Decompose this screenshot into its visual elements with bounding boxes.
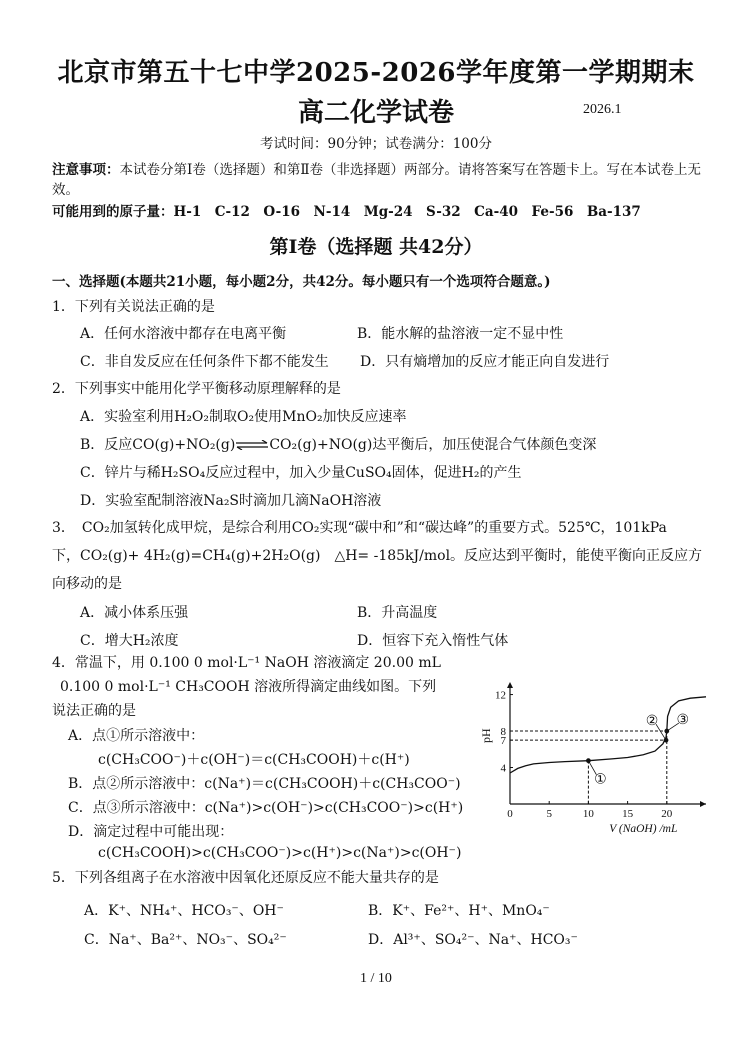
q1-option-a: A．任何水溶液中都存在电离平衡 (80, 326, 287, 342)
titration-curve-chart (476, 680, 716, 840)
y-axis-label: pH (479, 728, 493, 743)
q4-option-b: B．点②所示溶液中：c(Na⁺)＝c(CH₃COOH)＋c(CH₃COO⁻) (68, 776, 461, 792)
question-3-line1: 3． CO₂加氢转化成甲烷，是综合利用CO₂实现“碳中和”和“碳达峰”的重要方式。525℃，101kPa (52, 520, 667, 536)
notice (52, 160, 712, 200)
q4-option-a-formula: c(CH₃COO⁻)＋c(OH⁻)＝c(CH₃COOH)＋c(H⁺) (98, 752, 410, 768)
x-tick-label: 15 (622, 808, 634, 820)
data-point (664, 738, 669, 743)
exam-title: 北京市第五十七中学2025-2026学年度第一学期期末 (57, 58, 695, 88)
section-title: 第Ⅰ卷（选择题 共42分） (269, 236, 483, 258)
q4-option-c: C．点③所示溶液中：c(Na⁺)>c(OH⁻)>c(CH₃COO⁻)>c(H⁺) (68, 800, 464, 816)
x-axis-label: V (NaOH) /mL (609, 823, 678, 835)
q5-option-b: B．K⁺、Fe²⁺、H⁺、MnO₄⁻ (368, 903, 550, 919)
question-1: 1．下列有关说法正确的是 (52, 299, 215, 315)
x-tick-label: 5 (546, 808, 552, 820)
q5-option-c: C．Na⁺、Ba²⁺、NO₃⁻、SO₄²⁻ (84, 932, 287, 948)
question-4-line1: 4．常温下，用 0.100 0 mol·L⁻¹ NaOH 溶液滴定 20.00 mL (52, 655, 441, 671)
x-tick-label: 10 (582, 808, 594, 820)
q5-option-a: A．K⁺、NH₄⁺、HCO₃⁻、OH⁻ (84, 903, 284, 919)
q1-option-c: C．非自发反应在任何条件下都不能发生 (80, 354, 329, 370)
atomic-label: 可能用到的原子量： (52, 204, 174, 220)
q4-option-a: A．点①所示溶液中： (68, 728, 205, 744)
y-tick-label: 7 (500, 735, 506, 748)
q5-option-d: D．Al³⁺、SO₄²⁻、Na⁺、HCO₃⁻ (368, 932, 578, 948)
question-4-line2: 0.100 0 mol·L⁻¹ CH₃COOH 溶液所得滴定曲线如图。下列 (60, 679, 437, 695)
q2-option-d: D．实验室配制溶液Na₂S时滴加几滴NaOH溶液 (80, 493, 382, 509)
question-3-line3: 向移动的是 (52, 576, 122, 592)
notice-text: 本试卷分第Ⅰ卷（选择题）和第Ⅱ卷（非选择题）两部分。请将答案写在答题卡上。写在本试卷上无效。 (52, 162, 702, 198)
q1-option-d: D．只有熵增加的反应才能正向自发进行 (360, 354, 610, 370)
q4-option-d: D．滴定过程中可能出现： (68, 824, 234, 840)
y-axis-arrow-icon (507, 682, 513, 688)
q3-option-b: B．升高温度 (357, 605, 438, 621)
q2-option-c: C．锌片与稀H₂SO₄反应过程中，加入少量CuSO₄固体，促进H₂的产生 (80, 465, 522, 481)
y-tick-label: 4 (500, 762, 506, 775)
q3-option-a: A．减小体系压强 (80, 605, 189, 621)
atomic-values: H-1 C-12 O-16 N-14 Mg-24 S-32 Ca-40 Fe-56 Ba-137 (173, 204, 641, 220)
point-label: ② (645, 714, 659, 730)
atomic-masses (52, 202, 712, 222)
titration-curve (510, 697, 706, 773)
notice-label: 注意事项： (52, 162, 120, 178)
y-tick-label: 12 (495, 689, 506, 702)
page-number: 1 / 10 (360, 971, 392, 986)
exam-subtitle: 高二化学试卷 (297, 98, 454, 128)
q2-option-b-post: CO₂(g)+NO(g)达平衡后，加压使混合气体颜色变深 (269, 437, 597, 453)
equilibrium-arrow-icon (235, 440, 269, 450)
question-2: 2．下列事实中能用化学平衡移动原理解释的是 (52, 381, 341, 397)
q3-option-c: C．增大H₂浓度 (80, 633, 179, 649)
q3-option-d: D．恒容下充入惰性气体 (357, 633, 509, 649)
q2-option-b (80, 434, 596, 454)
x-axis-arrow-icon (700, 801, 706, 807)
q2-option-b-pre: B．反应CO(g)+NO₂(g) (80, 437, 236, 453)
exam-info: 考试时间：90分钟；试卷满分：100分 (260, 136, 492, 152)
q2-option-a: A．实验室利用H₂O₂制取O₂使用MnO₂加快反应速率 (80, 409, 407, 425)
question-3-line2: 下，CO₂(g)+ 4H₂(g)=CH₄(g)+2H₂O(g) △H= -185kJ/mol。反应达到平衡时，能使平衡向正反应方 (52, 548, 703, 564)
section-instruction: 一、选择题(本题共21小题，每小题2分，共42分。每小题只有一个选项符合题意。) (52, 274, 551, 290)
x-tick-label: 0 (507, 808, 513, 820)
point-label: ① (594, 772, 607, 788)
q4-option-d-formula: c(CH₃COOH)>c(CH₃COO⁻)>c(H⁺)>c(Na⁺)>c(OH⁻) (98, 845, 462, 861)
q1-option-b: B．能水解的盐溶液一定不显中性 (357, 326, 564, 342)
x-tick-label: 20 (661, 808, 673, 820)
question-5: 5．下列各组离子在水溶液中因氧化还原反应不能大量共存的是 (52, 870, 439, 886)
point-label: ③ (676, 713, 690, 729)
question-4-line3: 说法正确的是 (52, 703, 136, 719)
exam-date: 2026.1 (583, 102, 622, 117)
y-tick-label: 8 (500, 726, 506, 739)
